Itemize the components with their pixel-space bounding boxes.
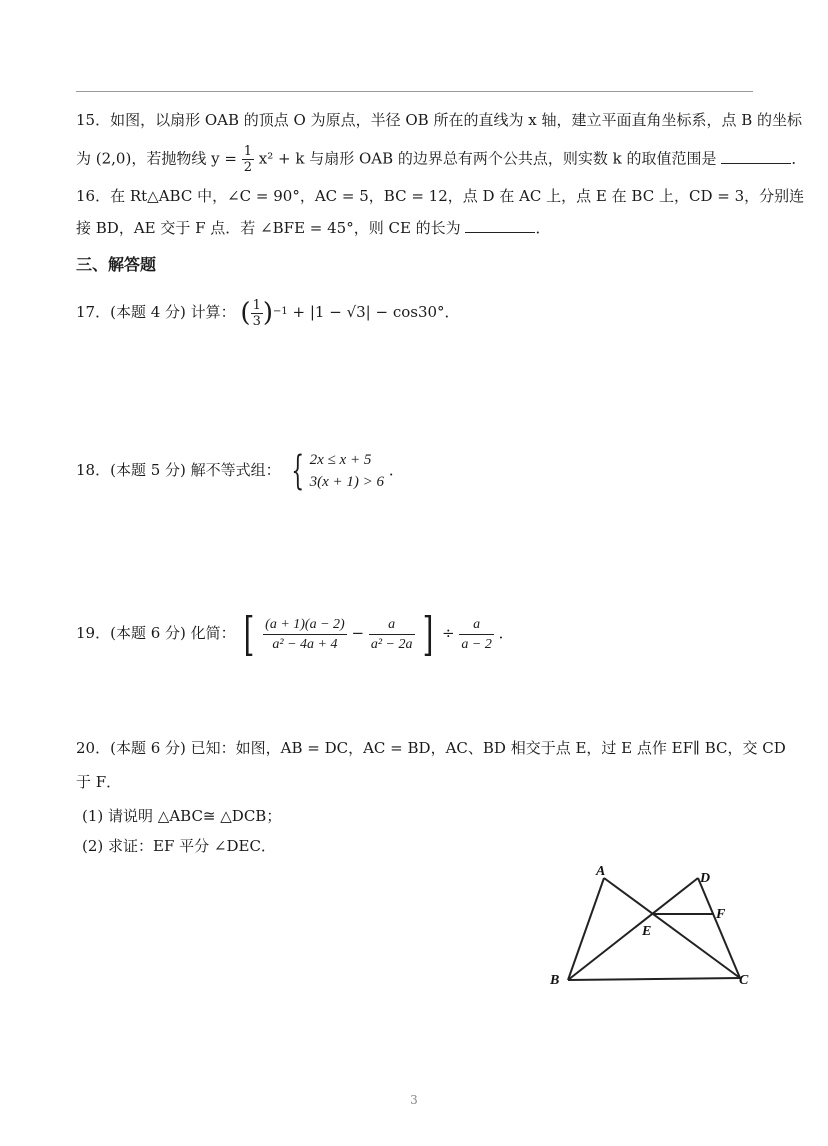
q18-ineq2: 3(x + 1) > 6 <box>309 474 385 490</box>
q17-frac-num: 1 <box>252 297 261 313</box>
q18-ineq1: 2x ≤ x + 5 <box>309 452 372 468</box>
q17-exponent: −1 <box>273 306 288 317</box>
q18-system <box>310 449 384 493</box>
q18-brace: { <box>291 448 305 494</box>
q16-answer-blank[interactable] <box>465 218 535 233</box>
q15-line2: 为 (2,0)，若抛物线 y = $\frac{1}{2}$ x² + k 与扇形 OAB 的边界总有两个公共点，则实数 k 的取值范围是 ． <box>76 144 807 175</box>
q20-sub1: (1) 请说明 △ABC≅ △DCB； <box>82 807 282 825</box>
q16-line2-text: 接 BD，AE 交于 F 点．若 ∠BFE = 45°，则 CE 的长为 <box>76 219 461 237</box>
q18 <box>76 446 404 494</box>
q19-f1-den: a² − 4a + 4 <box>272 636 338 652</box>
label-b: B <box>550 973 560 988</box>
q19-right-bracket: ] <box>422 607 434 661</box>
label-f: F <box>716 907 726 922</box>
q17-frac-den: 3 <box>252 313 261 329</box>
section-heading: 三、解答题 <box>76 255 157 274</box>
q19-fraction1 <box>263 615 347 654</box>
q19-suffix: ． <box>498 624 514 642</box>
label-d: D <box>700 871 711 886</box>
geometry-figure <box>540 860 755 995</box>
q19-div: ÷ <box>442 624 455 642</box>
q17-expr: + |1 − √3| − cos30°． <box>292 303 460 321</box>
q19 <box>76 607 514 661</box>
q15-frac-num: 1 <box>243 144 252 159</box>
q15-line2-b: x² + k 与扇形 OAB 的边界总有两个公共点，则实数 k 的取值范围是 <box>258 149 717 168</box>
q17-fraction <box>251 298 263 329</box>
q15-answer-blank[interactable] <box>721 149 791 164</box>
q20-sub2: (2) 求证：EF 平分 ∠DEC． <box>82 837 276 855</box>
q20-line1: 20．(本题 6 分) 已知：如图，AB = DC，AC = BD，AC、BD 相交于点 E，过 E 点作 EF∥ BC，交 CD <box>76 739 786 757</box>
header-rule <box>76 91 753 92</box>
q19-f2-num: a <box>369 615 415 635</box>
q19-fraction3 <box>459 615 493 654</box>
q15-line1: 15．如图，以扇形 OAB 的顶点 O 为原点，半径 OB 所在的直线为 x 轴，建立平面直角坐标系，点 B 的坐标 <box>76 111 803 129</box>
q19-f3-num: a <box>459 615 493 635</box>
q19-f2-den: a² − 2a <box>370 636 413 652</box>
q19-f3-den: a − 2 <box>461 636 492 652</box>
q15-fraction <box>242 144 254 175</box>
q18-prefix: 18．(本题 5 分) 解不等式组： <box>76 461 281 479</box>
q19-f1-num: (a + 1)(a − 2) <box>263 615 347 635</box>
label-a: A <box>596 864 606 879</box>
q17: 17．(本题 4 分) 计算： ( $\frac{1}{3}$ )$^{-1}$ + |1 − √3| − cos30°． <box>76 297 460 329</box>
q18-suffix: ． <box>388 461 404 479</box>
q15-frac-den: 2 <box>243 160 252 175</box>
q19-left-bracket: [ <box>244 607 255 661</box>
q17-prefix: 17．(本题 4 分) 计算： <box>76 303 236 321</box>
q16-line2: 接 BD，AE 交于 F 点．若 ∠BFE = 45°，则 CE 的长为 ． <box>76 219 551 237</box>
q16-line1: 16．在 Rt△ABC 中，∠C = 90°，AC = 5，BC = 12，点 D 在 AC 上，点 E 在 BC 上，CD = 3，分别连 <box>76 187 805 205</box>
q20-line2: 于 F． <box>76 773 122 791</box>
q19-prefix: 19．(本题 6 分) 化简： <box>76 624 236 642</box>
q19-fraction2 <box>369 615 415 654</box>
segment-bd <box>568 878 698 980</box>
q15-line2-a: 为 (2,0)，若抛物线 y = <box>76 149 237 168</box>
label-e: E <box>642 924 652 939</box>
segment-bc <box>568 978 740 980</box>
label-c: C <box>739 973 749 988</box>
q19-minus: − <box>351 624 365 642</box>
page-number: 3 <box>410 1093 418 1107</box>
